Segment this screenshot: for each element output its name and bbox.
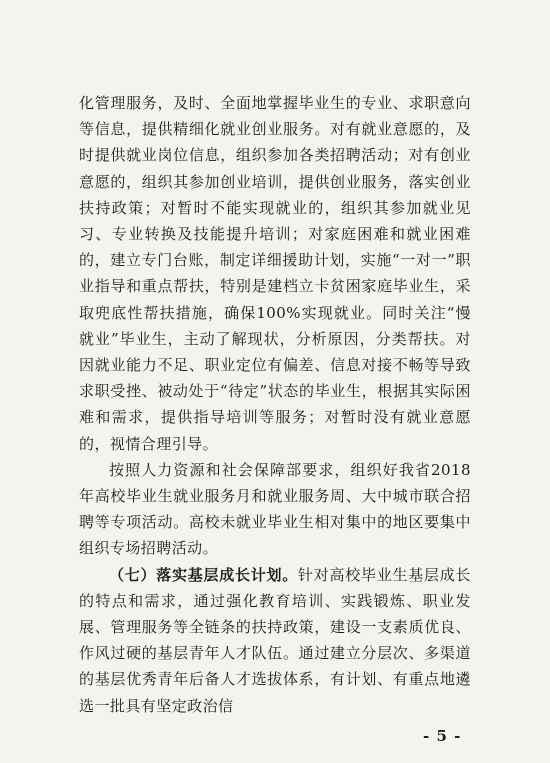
section-heading: （七）落实基层成长计划。 [109, 565, 299, 584]
section-body: 针对高校毕业生基层成长的特点和需求，通过强化教育培训、实践锻炼、职业发展、管理服务等全链条的扶持政策，建设一支素质优良、作风过硬的基层青年人才队伍。通过建立分层次、多渠道的基层优秀青年后备人才选拔体系，有计划、有重点地遴选一批具有坚定政治信 [79, 565, 472, 715]
paragraph-grassroots [79, 562, 471, 719]
document-body [79, 90, 471, 719]
paragraph-continued: 化管理服务，及时、全面地掌握毕业生的专业、求职意向等信息，提供精细化就业创业服务。对有就业意愿的，及时提供就业岗位信息，组织参加各类招聘活动；对有创业意愿的，组织其参加创业培训，提供创业服务，落实创业扶持政策；对暂时不能实现就业的，组织其参加就业见习、专业转换及技能提升培训；对家庭困难和就业困难的，建立专门台账，制定详细援助计划，实施“一对一”职业指导和重点帮扶，特别是建档立卡贫困家庭毕业生，采取兜底性帮扶措施，确保100%实现就业。同时关注“慢就业”毕业生，主动了解现状，分析原因，分类帮扶。对因就业能力不足、职业定位有偏差、信息对接不畅等导致求职受挫、被动处于“待定”状态的毕业生，根据其实际困难和需求，提供指导培训等服务；对暂时没有就业意愿的，视情合理引导。 [79, 94, 471, 453]
page-number: - 5 - [423, 727, 462, 745]
paragraph-campaigns: 按照人力资源和社会保障部要求，组织好我省2018年高校毕业生就业服务月和就业服务周、大中城市联合招聘等专项活动。高校未就业毕业生相对集中的地区要集中组织专场招聘活动。 [79, 460, 471, 558]
